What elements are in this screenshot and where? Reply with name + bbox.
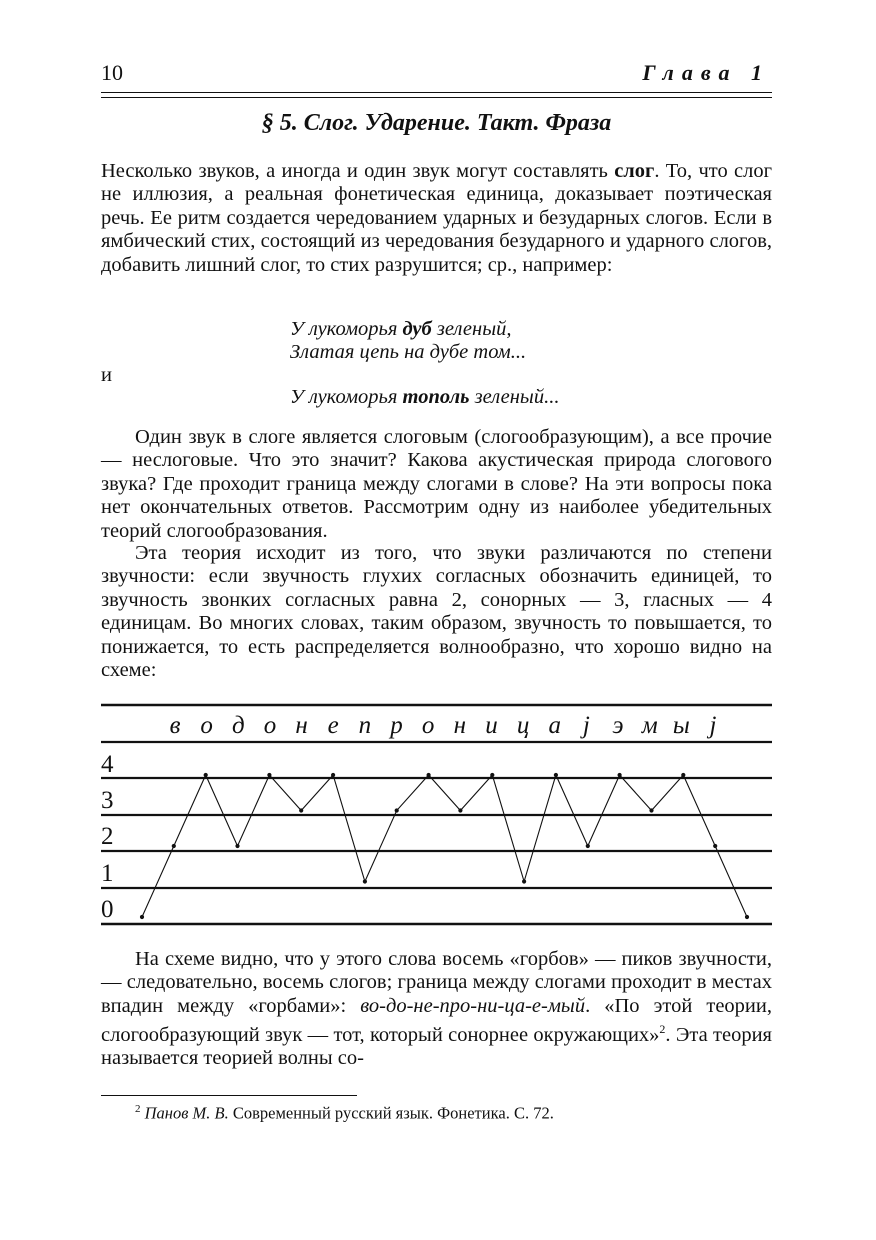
verse1-line2: Златая цепь на дубе том... (290, 341, 527, 364)
sonority-wave-chart (101, 703, 772, 931)
letter-label: е (327, 712, 339, 739)
letter-label: j (709, 712, 717, 739)
verse1-line1-start: У лукоморья (290, 318, 403, 340)
footnote (135, 1103, 554, 1124)
footnote-number: 2 (135, 1103, 141, 1115)
letter-label: и (485, 712, 498, 739)
paragraph-3-text: Эта теория исходит из того, что звуки различаются по степени звучности: если звучность глухих согласных обозначить единицей, то звучность звонких согласных равна 2, сонорных — 3, гласных — 4 единицам. Во многих словах, таким образом, звучность то повышается, то понижается, то есть распределяется волнообразно, что хорошо видно на схеме: (101, 542, 772, 682)
data-point (267, 773, 271, 777)
y-tick-label: 0 (101, 896, 114, 923)
running-header (101, 58, 772, 88)
letter-label: э (612, 712, 624, 739)
data-point (681, 773, 685, 777)
footnote-text: Современный русский язык. Фонетика. С. 72. (228, 1103, 554, 1123)
data-point (299, 808, 303, 812)
page-number: 10 (101, 60, 123, 85)
letter-label: ц (516, 712, 530, 739)
para4-text-before: На схеме видно, что у этого слова восемь «горбов» — пиков звучности, — следовательно, восемь слогов; граница между слогами проходит в местах впадин между «горбами»: (101, 948, 772, 1017)
data-point (235, 844, 239, 848)
data-point (649, 808, 653, 812)
data-point (618, 773, 622, 777)
footnote-author: Панов М. В. (144, 1103, 229, 1123)
paragraph-2-text: Один звук в слоге является слоговым (слогообразующим), а все прочие — неслоговые. Что это значит? Какова акустическая природа слогового звука? Где проходит граница между слогами в слове? На эти вопросы пока нет окончательных ответов. Рассмотрим одну из наиболее убедительных теорий слогообразования. (101, 426, 772, 542)
data-point (458, 808, 462, 812)
letter-label: о (421, 712, 435, 739)
sonority-line (142, 775, 747, 917)
letter-label: а (548, 712, 562, 739)
data-point (554, 773, 558, 777)
data-point (713, 844, 717, 848)
para4-quote: . «По этой теории, слогообразующий звук — тот, который сонорнее окружающих» (101, 994, 773, 1047)
data-point (140, 915, 144, 919)
conjunction: и (101, 364, 112, 386)
paragraph-4 (101, 948, 772, 1071)
data-point (172, 844, 176, 848)
verse1-line1-end: зеленый, (431, 318, 512, 340)
letter-label: д (231, 712, 245, 739)
paragraph-2 (101, 426, 772, 543)
letter-label: р (390, 712, 403, 739)
verse-quote-1 (290, 318, 526, 365)
verse2-end: зеленый... (469, 386, 560, 408)
y-tick-label: 2 (101, 823, 114, 850)
letter-label: н (295, 712, 308, 739)
section-title: § 5. Слог. Ударение. Такт. Фраза (261, 110, 612, 136)
letter-label: о (263, 712, 277, 739)
data-point (395, 808, 399, 812)
term-syllable: слог (614, 160, 655, 182)
verse2-start: У лукоморья (290, 386, 403, 408)
footnote-rule (101, 1095, 357, 1096)
data-point (586, 844, 590, 848)
paragraph-1 (101, 160, 772, 277)
footnote-ref: 2 (659, 1022, 666, 1037)
y-tick-label: 4 (101, 751, 114, 778)
para1-text-after: . То, что слог не иллюзия, а реальная фонетическая единица, доказывает поэтическая речь. Ее ритм создается чередованием ударных и безударных слогов. Если в ямбический стих, состоящий из чередования безударного и ударного слогов, добавить лишний слог, то стих разрушится; ср., например: (101, 160, 773, 276)
letter-label: н (453, 712, 467, 739)
data-point (490, 773, 494, 777)
letter-label: м (641, 712, 658, 739)
letter-label: в (169, 712, 181, 739)
letter-label: ы (672, 712, 690, 739)
verse1-bold-word: дуб (402, 318, 432, 340)
letter-label: о (200, 712, 213, 739)
data-point (331, 773, 335, 777)
data-point (522, 879, 526, 883)
verse-quote-2 (290, 386, 559, 409)
header-rule-thin (101, 97, 772, 98)
data-point (204, 773, 208, 777)
y-tick-label: 1 (101, 860, 114, 887)
data-point (427, 773, 431, 777)
paragraph-3 (101, 542, 772, 682)
para4-text-after: . Эта теория называется теорией волны со- (101, 1024, 772, 1070)
data-point (363, 879, 367, 883)
chapter-label: Глава 1 (642, 60, 770, 85)
verse2-bold-word: тополь (402, 386, 470, 408)
syllable-division-example: во-до-не-про-ни-ца-е-мый (360, 994, 586, 1017)
letter-label: п (358, 712, 372, 739)
y-tick-label: 3 (101, 787, 114, 814)
para1-text-before: Несколько звуков, а иногда и один звук могут составлять (101, 160, 615, 182)
header-rule-thick (101, 92, 772, 93)
letter-label: j (582, 712, 590, 739)
data-point (745, 915, 749, 919)
